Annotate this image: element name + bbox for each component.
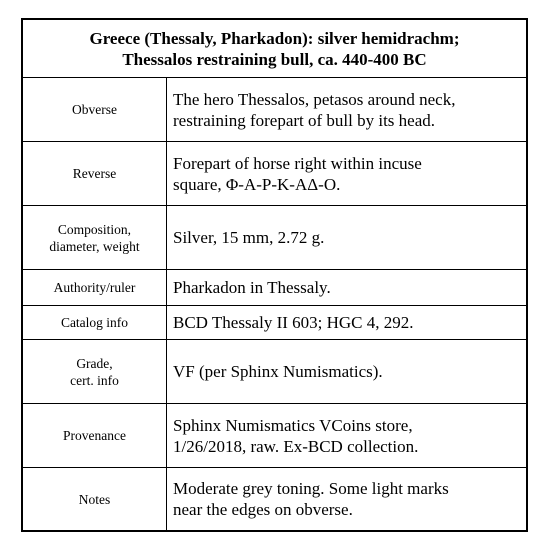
row-value-line: VF (per Sphinx Numismatics). [173, 362, 383, 381]
row-label-line: Grade, [76, 355, 113, 371]
row-value-line: Pharkadon in Thessaly. [173, 278, 331, 297]
row-notes [23, 468, 526, 530]
row-label [23, 270, 167, 305]
row-value [167, 206, 526, 269]
row-label-line: diameter, weight [49, 238, 140, 254]
row-grade [23, 340, 526, 404]
row-value-line: 1/26/2018, raw. Ex-BCD collection. [173, 436, 419, 456]
row-authority [23, 270, 526, 306]
row-label-line: Authority/ruler [53, 280, 136, 295]
row-label-line: Reverse [72, 166, 117, 181]
row-value-line: near the edges on obverse. [173, 500, 353, 519]
row-label-line: Notes [78, 491, 111, 507]
row-value-line: BCD Thessaly II 603; HGC 4, 292. [173, 313, 414, 332]
coin-info-table [21, 18, 528, 532]
row-label [23, 404, 167, 467]
row-value [167, 468, 526, 530]
title-line-1: Greece (Thessaly, Pharkadon): silver hemidrachm; [89, 29, 460, 48]
row-label-line: Obverse [72, 102, 117, 117]
row-label-line: Catalog info [60, 315, 129, 330]
row-label [23, 142, 167, 205]
row-reverse [23, 142, 526, 206]
table-title [23, 20, 526, 78]
row-label [23, 340, 167, 403]
row-value-line: restraining forepart of bull by its head. [173, 110, 436, 130]
row-label [23, 468, 167, 530]
row-composition [23, 206, 526, 270]
row-label-line: Provenance [63, 428, 126, 443]
row-value-line: The hero Thessalos, petasos around neck, [173, 89, 456, 109]
row-label [23, 306, 167, 339]
row-value-line: Moderate grey toning. Some light marks [173, 479, 449, 498]
row-value-line: Silver, 15 mm, 2.72 g. [173, 228, 325, 247]
row-label [23, 78, 167, 141]
row-value [167, 404, 526, 467]
row-label [23, 206, 167, 269]
row-label-line: Composition, [57, 221, 132, 237]
row-value-line: square, Φ-Α-Ρ-Κ-ΑΔ-Ο. [173, 174, 341, 194]
row-value [167, 340, 526, 403]
row-catalog [23, 306, 526, 340]
row-value-line: Forepart of horse right within incuse [173, 153, 422, 173]
row-label-line: cert. info [70, 372, 119, 388]
row-value [167, 78, 526, 141]
row-provenance [23, 404, 526, 468]
row-value [167, 142, 526, 205]
title-line-2: Thessalos restraining bull, ca. 440-400 BC [122, 50, 427, 69]
row-value-line: Sphinx Numismatics VCoins store, [173, 415, 413, 435]
row-value [167, 306, 526, 339]
row-value [167, 270, 526, 305]
row-obverse [23, 78, 526, 142]
